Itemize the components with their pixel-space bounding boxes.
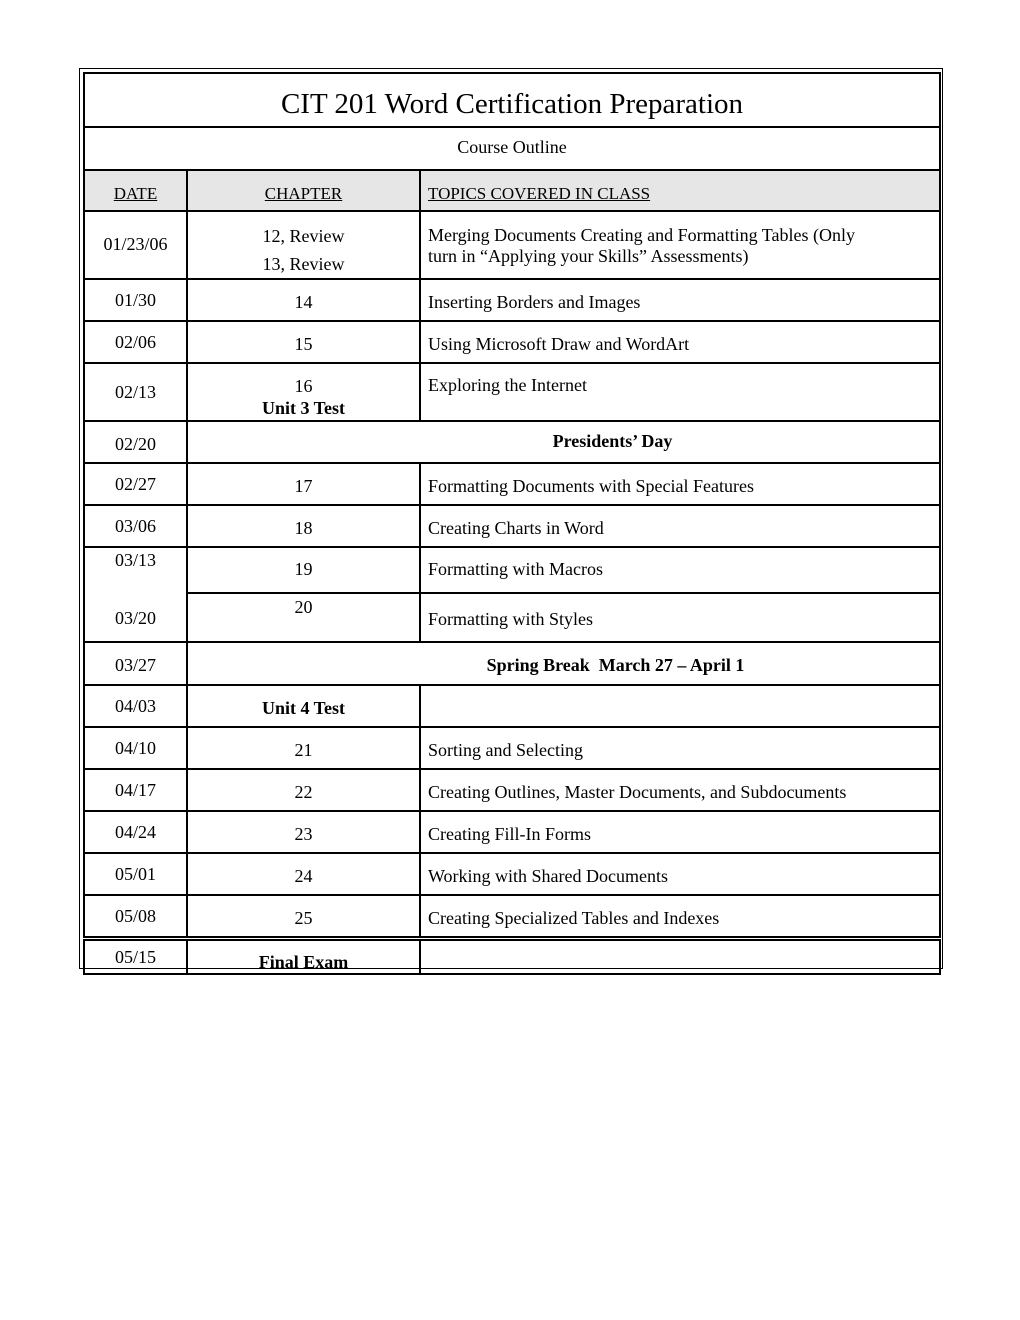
topic-cell: Formatting with Styles (420, 593, 940, 642)
date-cell: 02/20 (84, 421, 187, 463)
chapter-cell: 24 (187, 853, 420, 895)
chapter-cell: 12, Review 13, Review (187, 211, 420, 279)
spring-break-label: Spring Break March 27 – April 1 (486, 655, 745, 675)
date-cell: 02/27 (84, 463, 187, 505)
chapter-cell: 18 (187, 505, 420, 547)
date-cell: 01/23/06 (84, 211, 187, 279)
table-row (84, 363, 940, 421)
chapter-cell: 17 (187, 463, 420, 505)
page-subtitle: Course Outline (457, 137, 567, 157)
topic-cell: Creating Fill-In Forms (420, 811, 940, 853)
topic-cell (420, 685, 940, 727)
chapter-cell: 23 (187, 811, 420, 853)
chapter-cell: 20 (187, 593, 420, 642)
final-exam-label: Final Exam (258, 952, 349, 972)
date-cell: 05/15 (84, 940, 187, 974)
date-cell: 04/24 (84, 811, 187, 853)
date-cell: 05/08 (84, 895, 187, 937)
topic-cell: Creating Outlines, Master Documents, and Subdocuments (420, 769, 940, 811)
unit-4-test-label: Unit 4 Test (261, 698, 346, 718)
topic-cell: Creating Specialized Tables and Indexes (420, 895, 940, 937)
table-row (84, 279, 940, 321)
date-cell: 01/30 (84, 279, 187, 321)
chapter-cell: 16 Unit 3 Test (187, 363, 420, 421)
date-cell: 04/17 (84, 769, 187, 811)
event-cell (187, 642, 940, 685)
date-cell: 03/20 (84, 593, 187, 642)
header-chapter: CHAPTER (187, 170, 420, 211)
chapter-cell: 25 (187, 895, 420, 937)
table-row (84, 769, 940, 811)
date-cell: 02/06 (84, 321, 187, 363)
chapter-cell: 15 (187, 321, 420, 363)
topic-cell: Merging Documents Creating and Formatting Tables (Only turn in “Applying your Skills” Assessments) (420, 211, 940, 279)
topic-cell: Exploring the Internet (420, 363, 940, 421)
header-date: DATE (84, 170, 187, 211)
date-cell: 03/27 (84, 642, 187, 685)
chapter-cell: 22 (187, 769, 420, 811)
table-row (84, 811, 940, 853)
chapter-cell: 21 (187, 727, 420, 769)
date-cell: 05/01 (84, 853, 187, 895)
chapter-cell (187, 940, 420, 974)
table-row (84, 421, 940, 463)
topic-cell (420, 940, 940, 974)
course-outline-table (83, 72, 941, 975)
topic-cell: Inserting Borders and Images (420, 279, 940, 321)
topic-cell: Sorting and Selecting (420, 727, 940, 769)
title-row (84, 73, 940, 127)
title-cell (84, 73, 940, 127)
table-row (84, 895, 940, 937)
event-cell (187, 421, 940, 463)
subtitle-row (84, 127, 940, 170)
holiday-label: Presidents’ Day (552, 431, 673, 451)
table-row (84, 463, 940, 505)
header-row (84, 170, 940, 211)
table-row (84, 547, 940, 593)
table-row (84, 853, 940, 895)
table-row (84, 727, 940, 769)
date-cell: 04/10 (84, 727, 187, 769)
table-row (84, 505, 940, 547)
subtitle-cell (84, 127, 940, 170)
table-row (84, 211, 940, 279)
date-cell: 03/13 (84, 547, 187, 593)
topic-cell: Working with Shared Documents (420, 853, 940, 895)
topic-cell: Formatting Documents with Special Features (420, 463, 940, 505)
table-row (84, 593, 940, 642)
table-row (84, 642, 940, 685)
chapter-cell: 19 (187, 547, 420, 593)
date-cell: 02/13 (84, 363, 187, 421)
date-cell: 04/03 (84, 685, 187, 727)
date-cell: 03/06 (84, 505, 187, 547)
unit-3-test-label: Unit 3 Test (261, 398, 346, 418)
page-title: CIT 201 Word Certification Preparation (280, 88, 744, 120)
table-row (84, 685, 940, 727)
topic-cell: Formatting with Macros (420, 547, 940, 593)
table-row (84, 940, 940, 974)
topic-cell: Using Microsoft Draw and WordArt (420, 321, 940, 363)
header-topics: TOPICS COVERED IN CLASS (420, 170, 940, 211)
topic-cell: Creating Charts in Word (420, 505, 940, 547)
chapter-cell (187, 685, 420, 727)
table-row (84, 321, 940, 363)
chapter-cell: 14 (187, 279, 420, 321)
